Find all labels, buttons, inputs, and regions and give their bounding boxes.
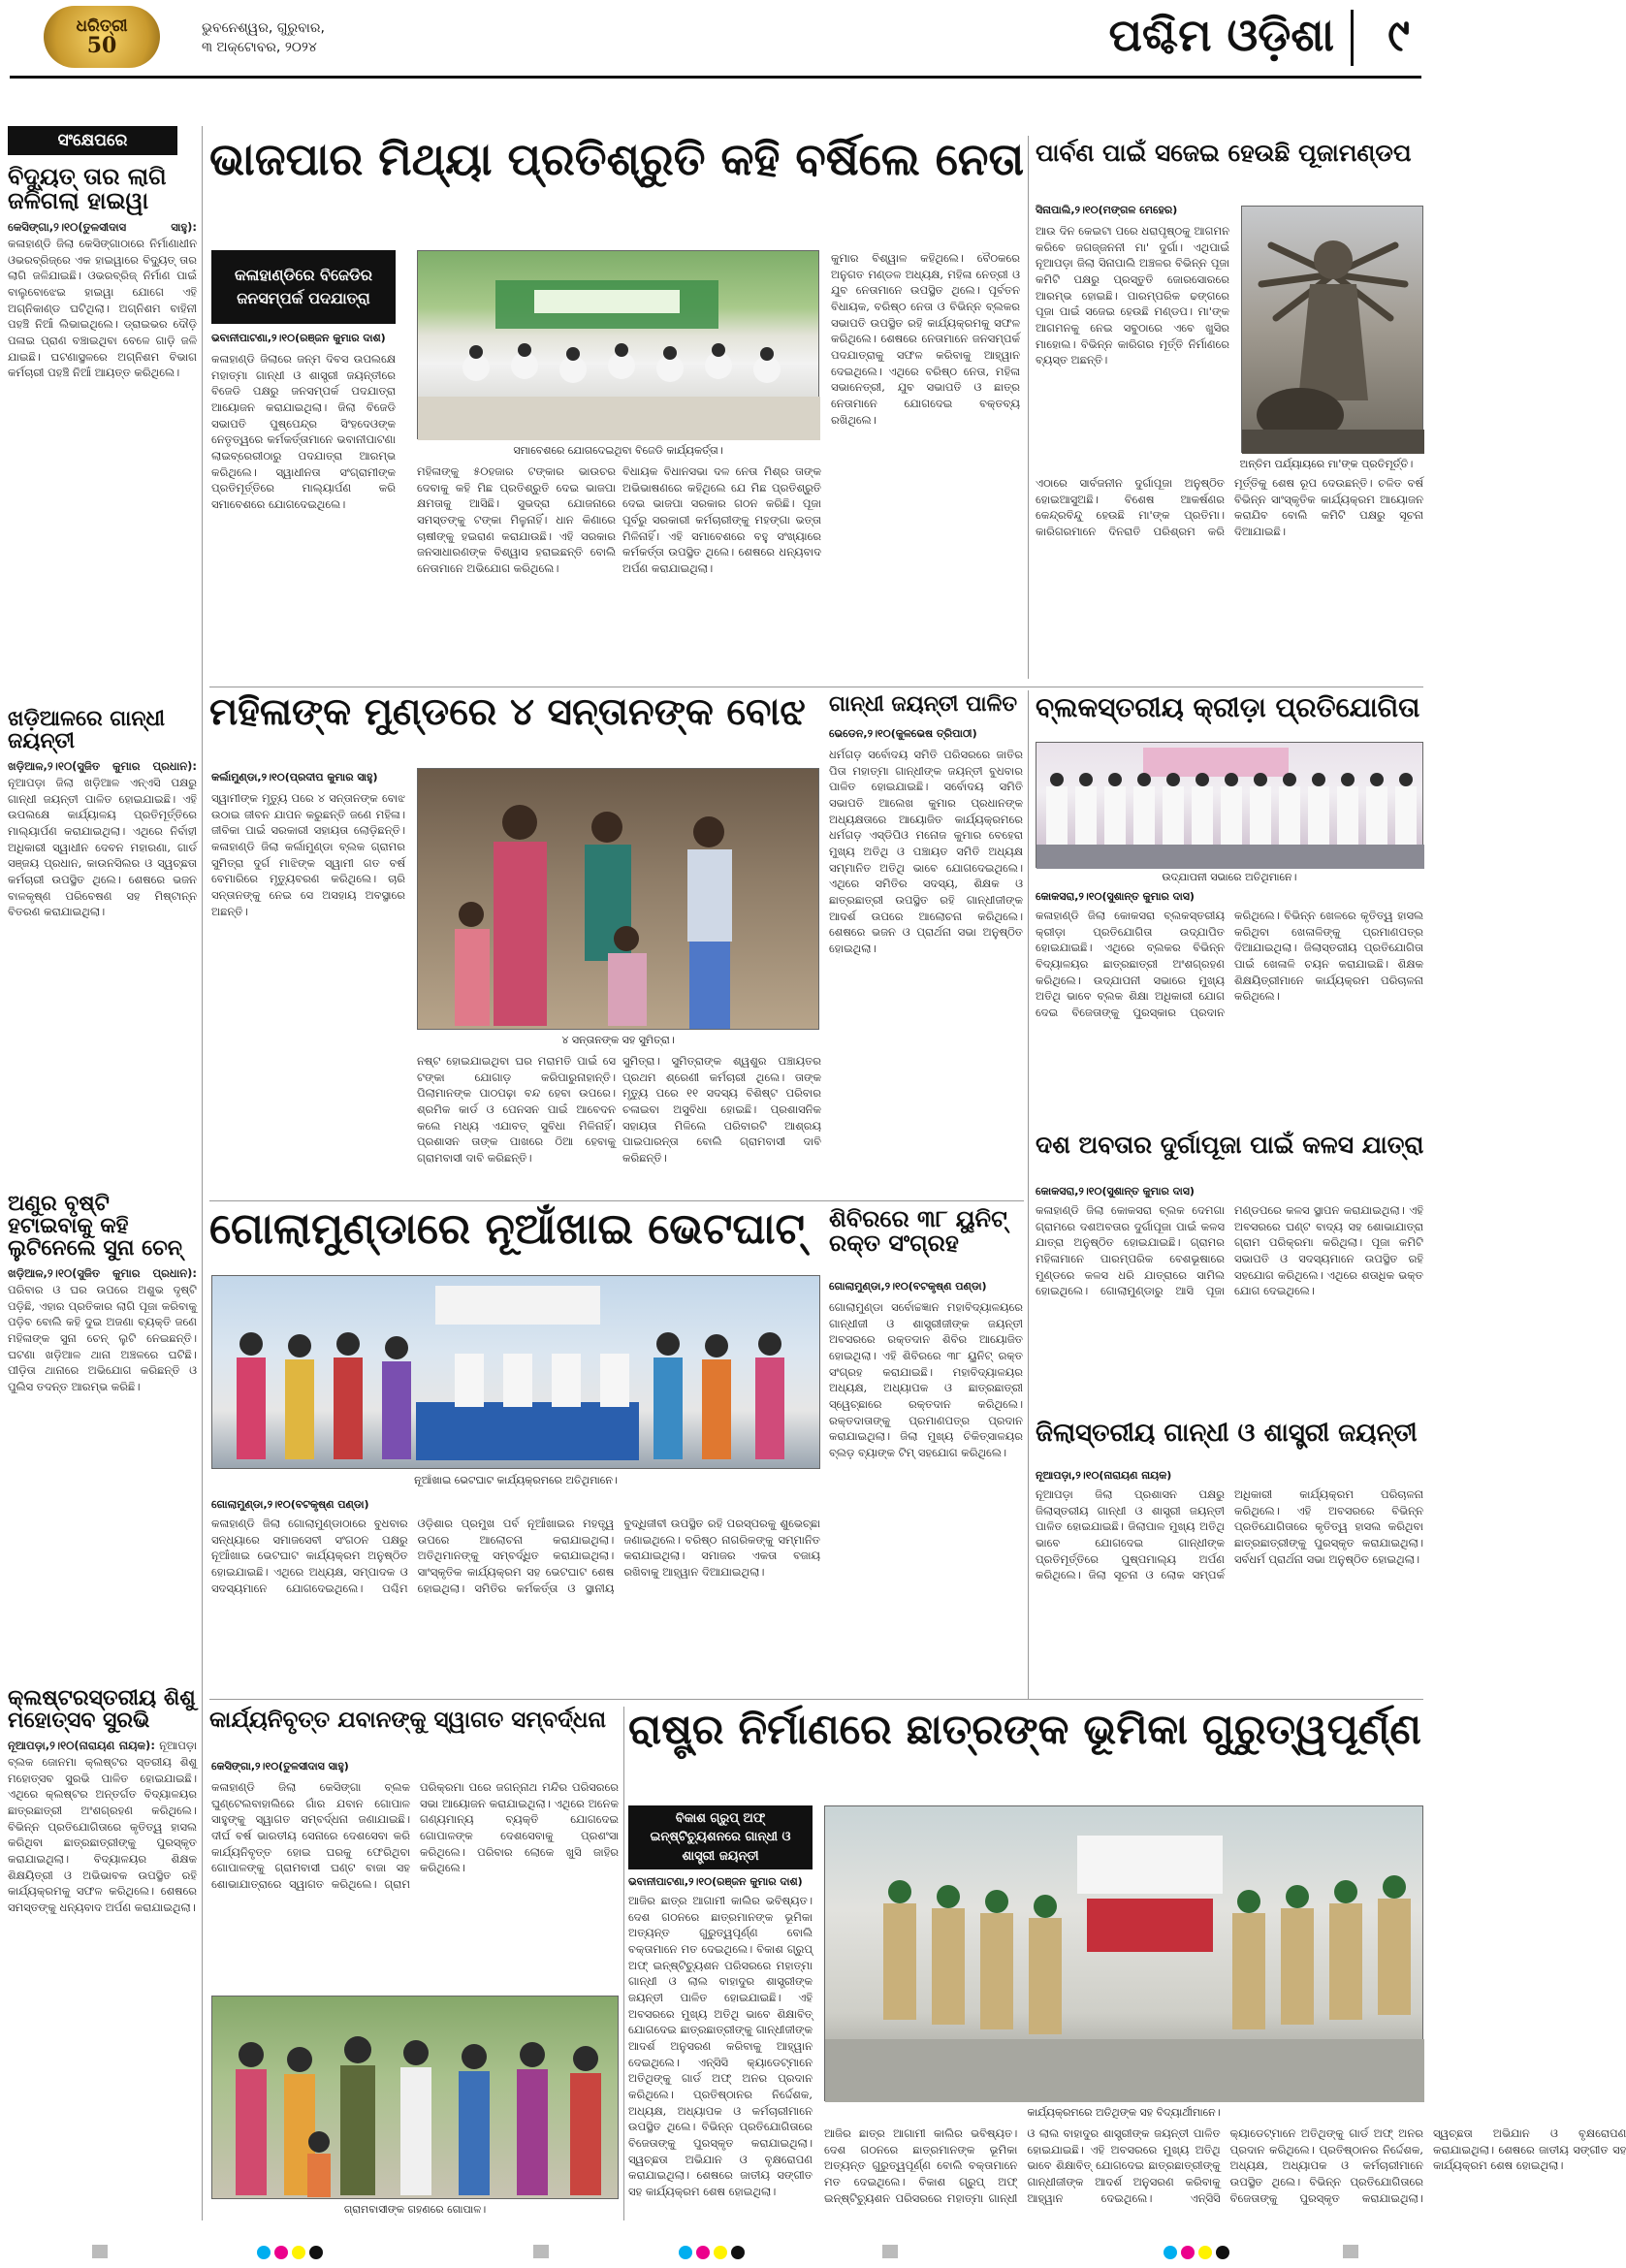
district-gandhi-text: ନୂଆପଡ଼ା ଜିଲା ପ୍ରଶାସନ ପକ୍ଷରୁ ଜିଲାସ୍ତରୀୟ ଗାନ୍ଧୀ ଓ ଶାସ୍ତ୍ରୀ ଜୟନ୍ତୀ ପାଳିତ ହୋଇଯାଇଛି। ଜିଲାପାଳ ମୁଖ୍ୟ ଅତିଥି ଭାବେ ଯୋଗଦେଇ ଗାନ୍ଧୀଙ୍କ ପ୍ରତିମୂର୍ତ୍ତିରେ ପୁଷ୍ପମାଲ୍ୟ ଅର୍ପଣ କରିଥିଲେ। ଜିଲା ସୂଚନା ଓ ଲୋକ ସମ୍ପର୍କ ଅଧିକାରୀ କାର୍ଯ୍ୟକ୍ରମ ପରିଚାଳନା କରିଥିଲେ। ଏହି ଅବସରରେ ବିଭିନ୍ନ ପ୍ରତିଯୋଗିତାରେ କୃତିତ୍ୱ ହାସଲ କରିଥିବା ଛାତ୍ରଛାତ୍ରୀଙ୍କୁ ପୁରସ୍କୃତ କରାଯାଇଥିଲା। ସର୍ବଧର୍ମ ପ୍ରାର୍ଥନା ସଭା ଅନୁଷ୍ଠିତ ହୋଇଥିଲା। <box>1036 1487 1423 1582</box>
lead-text-mid: ମହିଳାଙ୍କୁ ୫୦ହଜାର ଟଙ୍କାର ଭାଉଚର ଦେବାକୁ କହି ମିଛ ପ୍ରତିଶ୍ରୁତି ଦେଇ ଭାଜପା କ୍ଷମତାକୁ ଆସିଛି। ସୁଭଦ୍ରା ଯୋଜନାରେ ସମସ୍ତଙ୍କୁ ଟଙ୍କା ମିଳୁନାହିଁ। ଧାନ କିଣାରେ ଚାଷୀଙ୍କୁ ହଇରାଣ କରାଯାଉଛି। ଏହି ସରକାର ଜନସାଧାରଣଙ୍କ ବିଶ୍ୱାସ ହରାଇଛନ୍ତି ବୋଲି ନେତାମାନେ ଅଭିଯୋଗ କରିଥିଲେ। <box>417 464 616 576</box>
kalash-text: କଳାହାଣ୍ଡି ଜିଲା କୋକସରା ବ୍ଲକ ଦେମଗା ଗ୍ରାମରେ ଦଶଅବତାର ଦୁର୍ଗାପୂଜା ପାଇଁ କଳସ ଯାତ୍ରା ଅନୁଷ୍ଠିତ ହୋଇଯାଇଛି। ଗ୍ରାମର ମହିଳାମାନେ ପାରମ୍ପରିକ ବେଶଭୂଷାରେ ମୁଣ୍ଡରେ କଳସ ଧରି ଯାତ୍ରାରେ ସାମିଲ ହୋଇଥିଲେ। ଗୋଲାମୁଣ୍ଡାରୁ ଆସି ପୂଜା ମଣ୍ଡପରେ କଳସ ସ୍ଥାପନ କରାଯାଇଥିଲା। ଏହି ଅବସରରେ ଘଣ୍ଟ ବାଦ୍ୟ ସହ ଶୋଭାଯାତ୍ରା ଗ୍ରାମ ପରିକ୍ରମା କରିଥିଲା। ପୂଜା କମିଟି ସଭାପତି ଓ ସଦସ୍ୟମାନେ ଉପସ୍ଥିତ ରହି ସହଯୋଗ କରିଥିଲେ। ଏଥିରେ ଶତାଧିକ ଭକ୍ତ ଯୋଗ ଦେଇଥିଲେ। <box>1036 1203 1423 1298</box>
women-dateline: କର୍ଲାମୁଣ୍ଡା,୨।୧୦(ପ୍ରଦୀପ କୁମାର ସାହୁ) <box>211 771 378 783</box>
brief-item <box>8 1193 197 1687</box>
soldier-text: କଳାହାଣ୍ଡି ଜିଲା କେସିଙ୍ଗା ବ୍ଲକ ଘୁଣ୍ଟେଲବାହାଲିରେ ଗାଁର ଯବାନ ଗୋପାଳ ସାହୁଙ୍କୁ ସ୍ୱାଗତ ସମ୍ବର୍ଦ୍ଧନା ଜଣାଯାଇଛି। ଦୀର୍ଘ ବର୍ଷ ଭାରତୀୟ ସେନାରେ ଦେଶସେବା କରି କାର୍ଯ୍ୟନିବୃତ୍ତ ହୋଇ ଘରକୁ ଫେରିଥିବା ଗୋପାଳଙ୍କୁ ଗ୍ରାମବାସୀ ଘଣ୍ଟ ବାଜା ସହ ଶୋଭାଯାତ୍ରାରେ ସ୍ୱାଗତ କରିଥିଲେ। ଗ୍ରାମ ପରିକ୍ରମା ପରେ ଜଗନ୍ନାଥ ମନ୍ଦିର ପରିସରରେ ସଭା ଆୟୋଜନ କରାଯାଇଥିଲା। ଏଥିରେ ଅନେକ ଗଣ୍ୟମାନ୍ୟ ବ୍ୟକ୍ତି ଯୋଗଦେଇ ଗୋପାଳଙ୍କ ଦେଶସେବାକୁ ପ୍ରଶଂସା କରିଥିଲେ। ପରିବାର ଲୋକେ ଖୁସି ଜାହିର କରିଥିଲେ। <box>211 1780 619 1892</box>
family-photo <box>417 768 819 1030</box>
sports-photo <box>1036 742 1423 868</box>
nation-dateline: ଭବାନୀପାଟଣା,୨।୧୦(ରଞ୍ଜନ କୁମାର ଦାଶ) <box>628 1875 803 1888</box>
puja-text-2: ଏଠାରେ ସାର୍ବଜନୀନ ଦୁର୍ଗାପୂଜା ଅନୁଷ୍ଠିତ ହୋଇଆସୁଅଛି। ବିଶେଷ ଆକର୍ଷଣର କେନ୍ଦ୍ରବିନ୍ଦୁ ହେଉଛି ମା'ଙ୍କ ପ୍ରତିମା। କାରିଗରମାନେ ଦିନରାତି ପରିଶ୍ରମ କରି ମୂର୍ତ୍ତିକୁ ଶେଷ ରୂପ ଦେଉଛନ୍ତି। ଚଳିତ ବର୍ଷ ବିଭିନ୍ନ ସାଂସ୍କୃତିକ କାର୍ଯ୍ୟକ୍ରମ ଆୟୋଜନ କରାଯିବ ବୋଲି କମିଟି ପକ୍ଷରୁ ସୂଚନା ଦିଆଯାଇଛି। <box>1036 476 1423 539</box>
place-date-line-1: ଭୁବନେଶ୍ୱର, ଗୁରୁବାର, <box>202 20 325 36</box>
column-divider <box>623 1707 624 2220</box>
brief-dateline: କେସିଙ୍ଗା,୨।୧୦(ତୁଳସୀଦାସ ସାହୁ): <box>8 220 197 235</box>
yellow-dot <box>1198 2246 1212 2259</box>
soldier-headline: କାର୍ଯ୍ୟନିବୃତ୍ତ ଯବାନଙ୍କୁ ସ୍ୱାଗତ ସମ୍ବର୍ଦ୍ଧନା <box>209 1708 606 1733</box>
nation-headline: ରାଷ୍ଟ୍ର ନିର୍ମାଣରେ ଛାତ୍ରଙ୍କ ଭୂମିକା ଗୁରୁତ୍ୱପୂର୍ଣ୍ଣ <box>628 1706 1421 1754</box>
gray-bar <box>92 2245 108 2258</box>
ncc-photo-caption: କାର୍ଯ୍ୟକ୍ରମରେ ଅତିଥିଙ୍କ ସହ ବିଦ୍ୟାର୍ଥୀମାନେ। <box>1027 2106 1221 2119</box>
women-headline: ମହିଳାଙ୍କ ମୁଣ୍ଡରେ ୪ ସନ୍ତାନଙ୍କ ବୋଝ <box>209 690 806 734</box>
gray-bar <box>882 2245 898 2258</box>
ncc-photo-art <box>825 1806 1424 2102</box>
lead-dateline: ଭବାନୀପାଟଣା,୨।୧୦(ରଞ୍ଜନ କୁମାର ଦାଶ) <box>211 332 386 344</box>
masthead <box>0 0 1431 78</box>
gandhi-text: ଧର୍ମଗଡ଼ ସର୍ବୋଦୟ ସମିତି ପରିସରରେ ଜାତିର ପିତା ମହାତ୍ମା ଗାନ୍ଧୀଙ୍କ ଜୟନ୍ତୀ ବୁଧବାର ପାଳିତ ହୋଇଯାଇଛି। ସର୍ବୋଦୟ ସମିତି ସଭାପତି ଆଲେଖ କୁମାର ପ୍ରଧାନଙ୍କ ଅଧ୍ୟକ୍ଷତାରେ ଆୟୋଜିତ କାର୍ଯ୍ୟକ୍ରମରେ ଧର୍ମଗଡ଼ ଏସ୍‌ଡିପିଓ ମନୋଜ କୁମାର ବେହେରା ମୁଖ୍ୟ ଅତିଥି ଓ ପଞ୍ଚାୟତ ସମିତି ଅଧ୍ୟକ୍ଷ ସମ୍ମାନିତ ଅତିଥି ଭାବେ ଯୋଗଦେଇଥିଲେ। ଏଥିରେ ସମିତିର ସଦସ୍ୟ, ଶିକ୍ଷକ ଓ ଛାତ୍ରଛାତ୍ରୀ ଉପସ୍ଥିତ ରହି ଗାନ୍ଧୀଜୀଙ୍କ ଆଦର୍ଶ ଉପରେ ଆଲୋଚନା କରିଥିଲେ। ଶେଷରେ ଭଜନ ଓ ପ୍ରାର୍ଥନା ସଭା ଅନୁଷ୍ଠିତ ହୋଇଥିଲା। <box>829 748 1023 956</box>
edition-date <box>202 19 325 57</box>
district-gandhi-dateline: ନୂଆପଡ଼ା,୨।୧୦(ନାରାୟଣ ନାୟକ) <box>1036 1469 1172 1482</box>
brief-text: ନୂଆପଡ଼ା ବ୍ଲକ ଜୋନମା କ୍ଲଷ୍ଟର ସ୍ତରୀୟ ଶିଶୁ ମହୋତ୍ସବ ସୁରଭି ପାଳିତ ହୋଇଯାଇଛି। ଏଥିରେ କ୍ଲଷ୍ଟର ଅନ୍ତର୍ଗତ ବିଦ୍ୟାଳୟର ଛାତ୍ରଛାତ୍ରୀ ଅଂଶଗ୍ରହଣ କରିଥିଲେ। ବିଭିନ୍ନ ପ୍ରତିଯୋଗିତାରେ କୃତିତ୍ୱ ହାସଲ କରିଥିବା ଛାତ୍ରଛାତ୍ରୀଙ୍କୁ ପୁରସ୍କୃତ କରାଯାଇଥିଲା। ବିଦ୍ୟାଳୟର ଶିକ୍ଷକ ଶିକ୍ଷୟିତ୍ରୀ ଓ ଅଭିଭାବକ ଉପସ୍ଥିତ ରହି କାର୍ଯ୍ୟକ୍ରମକୁ ସଫଳ କରିଥିଲେ। ଶେଷରେ ସମସ୍ତଙ୍କୁ ଧନ୍ୟବାଦ ଅର୍ପଣ କରାଯାଇଥିଲା। <box>8 1739 197 1914</box>
logo-text: ଧରିତ୍ରୀ <box>76 16 128 36</box>
family-photo-art <box>418 769 820 1031</box>
brief-title: ଅଣୁର ବୃଷ୍ଟି ହଟାଇବାକୁ କହି ଲୁଟିନେଲେ ସୁନା ଚେନ୍ <box>8 1192 182 1262</box>
brief-title: କ୍ଲଷ୍ଟରସ୍ତରୀୟ ଶିଶୁ ମହୋତ୍ସବ ସୁରଭି <box>8 1686 196 1734</box>
lead-kicker: କଳାହାଣ୍ଡିରେ ବିଜେଡିର ଜନସମ୍ପର୍କ ପଦଯାତ୍ରା <box>211 250 396 324</box>
cyan-dot <box>679 2246 692 2259</box>
women-text-right: ସୁମିତ୍ରା। ସୁମିତ୍ରାଙ୍କ ଶ୍ୱଶୁର ପଞ୍ଚାୟତର ପ୍ରଥମ ଶ୍ରେଣୀ କର୍ମଚାରୀ ଥିଲେ। ତାଙ୍କ ମୃତ୍ୟୁ ପରେ ୧୧ ସଦସ୍ୟ ବିଶିଷ୍ଟ ପରିବାର ଚଳାଇବା ଅସୁବିଧା ହୋଇଛି। ପ୍ରଶାସନିକ ସହାୟତା ମିଳିଲେ ପରିବାରଟି ଆଶ୍ରୟ ପାଇପାରନ୍ତା ବୋଲି ଗ୍ରାମବାସୀ ଦାବି କରିଛନ୍ତି। <box>622 1054 821 1166</box>
blood-text: ଗୋଲାମୁଣ୍ଡା ସର୍ବୋଚ୍ଚଜ୍ଞାନ ମହାବିଦ୍ୟାଳୟରେ ଗାନ୍ଧୀଜୀ ଓ ଶାସ୍ତ୍ରୀଜୀଙ୍କ ଜୟନ୍ତୀ ଅବସରରେ ରକ୍ତଦାନ ଶିବିର ଆୟୋଜିତ ହୋଇଥିଲା। ଏହି ଶିବିରରେ ୩୮ ୟୁନିଟ୍ ରକ୍ତ ସଂଗ୍ରହ କରାଯାଇଛି। ମହାବିଦ୍ୟାଳୟର ଅଧ୍ୟକ୍ଷ, ଅଧ୍ୟାପକ ଓ ଛାତ୍ରଛାତ୍ରୀ ସ୍ୱେଚ୍ଛାରେ ରକ୍ତଦାନ କରିଥିଲେ। ରକ୍ତଦାତାଙ୍କୁ ପ୍ରମାଣପତ୍ର ପ୍ରଦାନ କରାଯାଇଥିଲା। ଜିଲା ମୁଖ୍ୟ ଚିକିତ୍ସାଳୟର ବ୍ଲଡ଼ ବ୍ୟାଙ୍କ ଟିମ୍ ସହଯୋଗ କରିଥିଲେ। <box>829 1300 1023 1460</box>
brief-item <box>8 1687 197 2211</box>
lead-photo <box>417 250 819 439</box>
gray-bar <box>533 2245 549 2258</box>
durga-idol-art <box>1242 207 1424 454</box>
women-text-left: ସ୍ୱାମୀଙ୍କ ମୃତ୍ୟୁ ପରେ ୪ ସନ୍ତାନଙ୍କ ବୋଝ ଉଠାଇ ଜୀବନ ଯାପନ କରୁଛନ୍ତି ଜଣେ ମହିଳା। ଜୀବିକା ପାଇଁ ସରକାରୀ ସହାୟତା ଲୋଡ଼ିଛନ୍ତି। କଳାହାଣ୍ଡି ଜିଲା କର୍ଲାମୁଣ୍ଡା ବ୍ଲକ ଗ୍ରାମର ସୁମିତ୍ରା ଦୁର୍ଗ ମାଝିଙ୍କ ସ୍ୱାମୀ ଗତ ବର୍ଷ ବେମାରିରେ ମୃତ୍ୟୁବରଣ କରିଥିଲେ। ଚାରି ସନ୍ତାନଙ୍କୁ ନେଇ ସେ ଅସହାୟ ଅବସ୍ଥାରେ ଅଛନ୍ତି। <box>211 791 405 918</box>
nuakhai-photo-caption: ନୂଆଁଖାଇ ଭେଟଘାଟ କାର୍ଯ୍ୟକ୍ରମରେ ଅତିଥିମାନେ। <box>414 1474 618 1486</box>
puja-text: ଆଉ ଦିନ କେଇଟା ପରେ ଧରାପୃଷ୍ଠକୁ ଆଗମନ କରିବେ ଜଗଜ୍ଜନନୀ ମା' ଦୁର୍ଗା। ଏଥିପାଇଁ ନୂଆପଡ଼ା ଜିଲା ସିନାପାଲି ଅଞ୍ଚଳର ବିଭିନ୍ନ ପୂଜା କମିଟି ପକ୍ଷରୁ ପ୍ରସ୍ତୁତି ଜୋରସୋରରେ ଆରମ୍ଭ ହୋଇଛି। ପାରମ୍ପରିକ ଢଙ୍ଗରେ ପୂଜା ପାଇଁ ସଜେଇ ହେଉଛି ମଣ୍ଡପ। ମା'ଙ୍କ ଆଗମନକୁ ନେଇ ସବୁଠାରେ ଏବେ ଖୁସିର ମାହୋଲ। ବିଭିନ୍ନ କାରିଗର ମୂର୍ତ୍ତି ନିର୍ମାଣରେ ବ୍ୟସ୍ତ ଅଛନ୍ତି। <box>1036 224 1229 367</box>
sports-photo-art <box>1036 743 1424 869</box>
gandhi-dateline: ଭେଡେନ,୨।୧୦(କୁଳଭେଷ ତ୍ରିପାଠୀ) <box>829 727 977 740</box>
brief-dateline: ଖଡ଼ିଆଳ,୨।୧୦(ସୁଜିତ କୁମାର ପ୍ରଧାନ): <box>8 1266 197 1281</box>
women-text-mid: ନଷ୍ଟ ହୋଇଯାଇଥିବା ଘର ମରାମତି ପାଇଁ ସେ ଟଙ୍କା ଯୋଗାଡ଼ କରିପାରୁନାହାନ୍ତି। ପିଲାମାନଙ୍କ ପାଠପଢ଼ା ବନ୍ଦ ହେବା ଉପରେ। ଶ୍ରମିକ କାର୍ଡ ଓ ପେନସନ ପାଇଁ ଆବେଦନ କଲେ ମଧ୍ୟ ଏଯାବତ୍ ସୁବିଧା ମିଳିନାହିଁ। ପ୍ରଶାସନ ତାଙ୍କ ପାଖରେ ଠିଆ ହେବାକୁ ଗ୍ରାମବାସୀ ଦାବି କରିଛନ୍ତି। <box>417 1054 616 1166</box>
registration-dots <box>679 2245 749 2263</box>
lead-photo-art <box>418 251 820 440</box>
magenta-dot <box>274 2246 288 2259</box>
registration-dots <box>1164 2245 1233 2263</box>
lead-text-left: କଳାହାଣ୍ଡି ଜିଲାରେ ଜନ୍ମ ଦିବସ ଉପଲକ୍ଷେ ମହାତ୍ମା ଗାନ୍ଧୀ ଓ ଶାସ୍ତ୍ରୀ ଜୟନ୍ତୀରେ ବିଜେଡି ପକ୍ଷରୁ ଜନସମ୍ପର୍କ ପଦଯାତ୍ରା ଆୟୋଜନ କରାଯାଇଥିଲା। ଜିଲା ବିଜେଡି ସଭାପତି ପୁଷ୍ପେନ୍ଦ୍ର ସିଂହଦେଓଙ୍କ ନେତୃତ୍ୱରେ କର୍ମକର୍ତ୍ତାମାନେ ଭବାନୀପାଟଣା ଲାଇବ୍ରେରୀଠାରୁ ପଦଯାତ୍ରା ଆରମ୍ଭ କରିଥିଲେ। ସ୍ୱାଧୀନତା ସଂଗ୍ରାମୀଙ୍କ ପ୍ରତିମୂର୍ତ୍ତିରେ ମାଲ୍ୟାର୍ପଣ କରି ସମାବେଶରେ ଯୋଗଦେଇଥିଲେ। <box>211 352 396 512</box>
masthead-rule <box>10 76 1421 79</box>
page-number: ୯ <box>1387 9 1410 61</box>
column-divider <box>1028 136 1029 679</box>
cyan-dot <box>1164 2246 1177 2259</box>
sports-headline: ବ୍ଲକସ୍ତରୀୟ କ୍ରୀଡ଼ା ପ୍ରତିଯୋଗିତା <box>1036 691 1420 723</box>
briefs-column <box>8 126 197 2225</box>
sports-dateline: କୋକସରା,୨।୧୦(ସୁଶାନ୍ତ କୁମାର ଦାସ) <box>1036 890 1195 903</box>
gandhi-headline: ଗାନ୍ଧୀ ଜୟନ୍ତୀ ପାଳିତ <box>829 692 1018 717</box>
column-divider <box>1028 690 1029 1699</box>
brief-item <box>8 165 197 708</box>
idol-caption: ଅନ୍ତିମ ପର୍ଯ୍ୟାୟରେ ମା'ଙ୍କ ପ୍ରତିମୂର୍ତ୍ତି। <box>1239 458 1414 470</box>
brief-title: ଖଡ଼ିଆଳରେ ଗାନ୍ଧୀ ଜୟନ୍ତୀ <box>8 707 166 754</box>
brief-title: ବିଦ୍ୟୁତ୍ ତାର ଲାଗି ଜଳିଗଲା ହାଇୱା <box>8 163 167 215</box>
lead-text-right: ବିଧାୟକ ବିଧାନସଭା ଦଳ ନେତା ମିଶ୍ର ତାଙ୍କ ଅଭିଭାଷଣରେ କହିଥିଲେ ଯେ ମିଛ ପ୍ରତିଶ୍ରୁତି ଦେଇ ଭାଜପା ସରକାର ଗଠନ କରିଛି। ପୂଜା ପୂର୍ବରୁ ସରକାରୀ କର୍ମଚାରୀଙ୍କୁ ମହଙ୍ଗା ଭତ୍ତା ମିଳିନାହିଁ। ଏହି ସମାବେଶରେ ବହୁ ସଂଖ୍ୟାରେ କର୍ମକର୍ତ୍ତା ଉପସ୍ଥିତ ଥିଲେ। ଶେଷରେ ଧନ୍ୟବାଦ ଅର୍ପଣ କରାଯାଇଥିଲା। <box>622 464 821 576</box>
gray-bar <box>1343 2245 1358 2258</box>
black-dot <box>731 2246 745 2259</box>
magenta-dot <box>1181 2246 1195 2259</box>
puja-headline: ପାର୍ବଣ ପାଇଁ ସଜେଇ ହେଉଛି ପୂଜାମଣ୍ଡପ <box>1036 139 1412 167</box>
column-divider <box>202 126 203 2220</box>
sports-photo-caption: ଉଦ୍‌ଯାପନୀ ସଭାରେ ଅତିଥିମାନେ। <box>1162 871 1297 883</box>
black-dot <box>1216 2246 1229 2259</box>
kalash-headline: ଦଶ ଅବତାର ଦୁର୍ଗାପୂଜା ପାଇଁ କଳସ ଯାତ୍ରା <box>1036 1131 1424 1159</box>
district-gandhi-headline: ଜିଲାସ୍ତରୀୟ ଗାନ୍ଧୀ ଓ ଶାସ୍ତ୍ରୀ ଜୟନ୍ତୀ <box>1036 1419 1418 1448</box>
golamunda-text: କଳାହାଣ୍ଡି ଜିଲା ଗୋଲାମୁଣ୍ଡାଠାରେ ବୁଧବାର ସନ୍ଧ୍ୟାରେ ସମାଜସେବୀ ସଂଗଠନ ପକ୍ଷରୁ ନୂଆଁଖାଇ ଭେଟଘାଟ କାର୍ଯ୍ୟକ୍ରମ ଅନୁଷ୍ଠିତ ହୋଇଯାଇଛି। ଏଥିରେ ଅଧ୍ୟକ୍ଷ, ସମ୍ପାଦକ ଓ ସଦସ୍ୟମାନେ ଯୋଗଦେଇଥିଲେ। ପଶ୍ଚିମ ଓଡ଼ିଶାର ପ୍ରମୁଖ ପର୍ବ ନୂଆଁଖାଇର ମହତ୍ତ୍ୱ ଉପରେ ଆଲୋଚନା କରାଯାଇଥିଲା। ଅତିଥିମାନଙ୍କୁ ସମ୍ବର୍ଦ୍ଧିତ କରାଯାଇଥିଲା। ସାଂସ୍କୃତିକ କାର୍ଯ୍ୟକ୍ରମ ସହ ଭେଟଘାଟ ଶେଷ ହୋଇଥିଲା। ସମିତିର କର୍ମକର୍ତ୍ତା ଓ ସ୍ଥାନୀୟ ବୁଦ୍ଧିଜୀବୀ ଉପସ୍ଥିତ ରହି ପରସ୍ପରକୁ ଶୁଭେଚ୍ଛା ଜଣାଇଥିଲେ। ବରିଷ୍ଠ ନାଗରିକଙ୍କୁ ସମ୍ମାନିତ କରାଯାଇଥିଲା। ସମାଜର ଏକତା ବଜାୟ ରଖିବାକୁ ଆହ୍ୱାନ ଦିଆଯାଇଥିଲା। <box>211 1517 820 1595</box>
logo-years: 50 <box>86 32 117 58</box>
kalash-dateline: କୋକସରା,୨।୧୦(ସୁଶାନ୍ତ କୁମାର ଦାସ) <box>1036 1185 1195 1198</box>
brief-text: କଳାହାଣ୍ଡି ଜିଲା କେସିଙ୍ଗାଠାରେ ନିର୍ମାଣାଧୀନ ଓଭରବ୍ରିଜ୍‌ରେ ଏକ ହାଇୱାରେ ବିଦ୍ୟୁତ୍ ତାର ଲାଗି ଜଳିଯାଇଛି। ଓଭରବ୍ରିଜ୍ ନିର୍ମାଣ ପାଇଁ ବାଲୁବୋଝେଇ ହାଇୱା ଯୋଗେ ଏହି ଅଗ୍ନିକାଣ୍ଡ ଘଟିଥିଲା। ଅଗ୍ନିଶମ ବାହିନୀ ପହଞ୍ଚି ନିଆଁ ଲିଭାଇଥିଲେ। ଡ୍ରାଇଭର ଦୌଡ଼ି ପଳାଇ ପ୍ରାଣ ବଞ୍ଚାଇଥିବା ବେଳେ ଗାଡ଼ି ଜଳି ଯାଇଛି। ଘଟଣାସ୍ଥଳରେ ଅଗ୍ନିଶମ ବିଭାଗ କର୍ମଚାରୀ ପହଞ୍ଚି ନିଆଁ ଆୟତ୍ତ କରିଥିଲେ। <box>8 237 197 380</box>
section-title: ପଶ୍ଚିମ ଓଡ଼ିଶା <box>1108 9 1334 61</box>
nation-kicker: ବିକାଶ ଗ୍ରୁପ୍ ଅଫ୍ ଇନ୍‌ଷ୍ଟିଚ୍ୟୁଶନରେ ଗାନ୍ଧୀ ଓ ଶାସ୍ତ୍ରୀ ଜୟନ୍ତୀ <box>628 1805 813 1869</box>
briefs-label: ସଂକ୍ଷେପରେ <box>8 126 177 155</box>
newspaper-logo <box>44 6 160 68</box>
soldier-photo-caption: ଗ୍ରାମବାସୀଙ୍କ ଗହଣରେ ଗୋପାଳ। <box>343 2203 487 2216</box>
print-registration-footer <box>0 2235 1431 2268</box>
brief-text: ନୂଆପଡ଼ା ଜିଲା ଖଡ଼ିଆଳ ଏନ୍‌ଏସି ପକ୍ଷରୁ ଗାନ୍ଧୀ ଜୟନ୍ତୀ ପାଳିତ ହୋଇଯାଇଛି। ଏହି ଉପଲକ୍ଷେ କାର୍ଯ୍ୟାଳୟ ପ୍ରତିମୂର୍ତ୍ତିରେ ମାଲ୍ୟାର୍ପଣ କରାଯାଇଥିଲା। ଏଥିରେ ନିର୍ବାହୀ ଅଧିକାରୀ ସ୍ୱାଧୀନ ଦେବନ ମହାରଣା, ଗାର୍ଡ ସଞ୍ଜୟ ପ୍ରଧାନ, କାଉନସିଲର ଓ ସ୍ୱଚ୍ଛତା କର୍ମଚାରୀ ଉପସ୍ଥିତ ଥିଲେ। ଶେଷରେ ଭଜନ ବାଳକୃଷ୍ଣ ପରିବେଷଣ ସହ ମିଷ୍ଟାନ୍ନ ବିତରଣ କରାଯାଇଥିଲା। <box>8 775 197 919</box>
masthead-divider <box>1351 10 1354 66</box>
magenta-dot <box>696 2246 710 2259</box>
nation-text-cols: ଆଜିର ଛାତ୍ର ଆଗାମୀ କାଲିର ଭବିଷ୍ୟତ। ଦେଶ ଗଠନରେ ଛାତ୍ରମାନଙ୍କ ଭୂମିକା ଅତ୍ୟନ୍ତ ଗୁରୁତ୍ୱପୂର୍ଣ୍ଣ ବୋଲି ବକ୍ତାମାନେ ମତ ଦେଇଥିଲେ। ବିକାଶ ଗ୍ରୁପ୍ ଅଫ୍ ଇନ୍‌ଷ୍ଟିଚ୍ୟୁଶନ ପରିସରରେ ମହାତ୍ମା ଗାନ୍ଧୀ ଓ ଲାଲ ବାହାଦୁର ଶାସ୍ତ୍ରୀଙ୍କ ଜୟନ୍ତୀ ପାଳିତ ହୋଇଯାଇଛି। ଏହି ଅବସରରେ ମୁଖ୍ୟ ଅତିଥି ଭାବେ ଶିକ୍ଷାବିତ୍ ଯୋଗଦେଇ ଛାତ୍ରଛାତ୍ରୀଙ୍କୁ ଗାନ୍ଧୀଜୀଙ୍କ ଆଦର୍ଶ ଅନୁସରଣ କରିବାକୁ ଆହ୍ୱାନ ଦେଇଥିଲେ। ଏନ୍‌ସିସି କ୍ୟାଡେଟ୍‌ମାନେ ଅତିଥିଙ୍କୁ ଗାର୍ଡ ଅଫ୍ ଅନର ପ୍ରଦାନ କରିଥିଲେ। ପ୍ରତିଷ୍ଠାନର ନିର୍ଦ୍ଦେଶକ, ଅଧ୍ୟକ୍ଷ, ଅଧ୍ୟାପକ ଓ କର୍ମଚାରୀମାନେ ଉପସ୍ଥିତ ଥିଲେ। ବିଭିନ୍ନ ପ୍ରତିଯୋଗିତାରେ ବିଜେତାଙ୍କୁ ପୁରସ୍କୃତ କରାଯାଇଥିଲା। ସ୍ୱଚ୍ଛତା ଅଭିଯାନ ଓ ବୃକ୍ଷରୋପଣ କରାଯାଇଥିଲା। ଶେଷରେ ଜାତୀୟ ସଙ୍ଗୀତ ସହ କାର୍ଯ୍ୟକ୍ରମ ଶେଷ ହୋଇଥିଲା। <box>824 2126 1626 2205</box>
ncc-photo <box>824 1805 1423 2101</box>
section-rule <box>209 1200 1024 1201</box>
golamunda-headline: ଗୋଲାମୁଣ୍ଡାରେ ନୂଆଁଖାଇ ଭେଟଘାଟ୍ <box>209 1204 806 1254</box>
nuakhai-photo-art <box>212 1276 821 1470</box>
family-photo-caption: ୪ ସନ୍ତାନଙ୍କ ସହ ସୁମିତ୍ରା। <box>561 1034 675 1046</box>
brief-item <box>8 708 197 1193</box>
nation-text-lead: ଆଜିର ଛାତ୍ର ଆଗାମୀ କାଲିର ଭବିଷ୍ୟତ। ଦେଶ ଗଠନରେ ଛାତ୍ରମାନଙ୍କ ଭୂମିକା ଅତ୍ୟନ୍ତ ଗୁରୁତ୍ୱପୂର୍ଣ୍ଣ ବୋଲି ବକ୍ତାମାନେ ମତ ଦେଇଥିଲେ। ବିକାଶ ଗ୍ରୁପ୍ ଅଫ୍ ଇନ୍‌ଷ୍ଟିଚ୍ୟୁଶନ ପରିସରରେ ମହାତ୍ମା ଗାନ୍ଧୀ ଓ ଲାଲ ବାହାଦୁର ଶାସ୍ତ୍ରୀଙ୍କ ଜୟନ୍ତୀ ପାଳିତ ହୋଇଯାଇଛି। ଏହି ଅବସରରେ ମୁଖ୍ୟ ଅତିଥି ଭାବେ ଶିକ୍ଷାବିତ୍ ଯୋଗଦେଇ ଛାତ୍ରଛାତ୍ରୀଙ୍କୁ ଗାନ୍ଧୀଜୀଙ୍କ ଆଦର୍ଶ ଅନୁସରଣ କରିବାକୁ ଆହ୍ୱାନ ଦେଇଥିଲେ। ଏନ୍‌ସିସି କ୍ୟାଡେଟ୍‌ମାନେ ଅତିଥିଙ୍କୁ ଗାର୍ଡ ଅଫ୍ ଅନର ପ୍ରଦାନ କରିଥିଲେ। ପ୍ରତିଷ୍ଠାନର ନିର୍ଦ୍ଦେଶକ, ଅଧ୍ୟକ୍ଷ, ଅଧ୍ୟାପକ ଓ କର୍ମଚାରୀମାନେ ଉପସ୍ଥିତ ଥିଲେ। ବିଭିନ୍ନ ପ୍ରତିଯୋଗିତାରେ ବିଜେତାଙ୍କୁ ପୁରସ୍କୃତ କରାଯାଇଥିଲା। ସ୍ୱଚ୍ଛତା ଅଭିଯାନ ଓ ବୃକ୍ଷରୋପଣ କରାଯାଇଥିଲା। ଶେଷରେ ଜାତୀୟ ସଙ୍ଗୀତ ସହ କାର୍ଯ୍ୟକ୍ରମ ଶେଷ ହୋଇଥିଲା। <box>628 1894 813 2199</box>
section-rule <box>209 1699 1423 1700</box>
lead-headline: ଭାଜପାର ମିଥ୍ୟା ପ୍ରତିଶ୍ରୁତି କହି ବର୍ଷିଲେ ନେତା <box>209 133 1025 185</box>
registration-dots <box>257 2245 327 2263</box>
place-date-line-2: ୩ ଅକ୍ଟୋବର, ୨୦୨୪ <box>202 39 317 55</box>
sports-text: କଳାହାଣ୍ଡି ଜିଲା କୋକସରା ବ୍ଲକସ୍ତରୀୟ କ୍ରୀଡ଼ା ପ୍ରତିଯୋଗିତା ଉଦ୍‌ଯାପିତ ହୋଇଯାଇଛି। ଏଥିରେ ବ୍ଲକର ବିଭିନ୍ନ ବିଦ୍ୟାଳୟର ଛାତ୍ରଛାତ୍ରୀ ଅଂଶଗ୍ରହଣ କରିଥିଲେ। ଉଦ୍‌ଯାପନୀ ସଭାରେ ମୁଖ୍ୟ ଅତିଥି ଭାବେ ବ୍ଲକ ଶିକ୍ଷା ଅଧିକାରୀ ଯୋଗ ଦେଇ ବିଜେତାଙ୍କୁ ପୁରସ୍କାର ପ୍ରଦାନ କରିଥିଲେ। ବିଭିନ୍ନ ଖେଳରେ କୃତିତ୍ୱ ହାସଲ କରିଥିବା ଖେଳାଳିଙ୍କୁ ପ୍ରମାଣପତ୍ର ଦିଆଯାଇଥିଲା। ଜିଲାସ୍ତରୀୟ ପ୍ରତିଯୋଗିତା ପାଇଁ ଖେଳାଳି ଚୟନ କରାଯାଇଛି। ଶିକ୍ଷକ ଶିକ୍ଷୟିତ୍ରୀମାନେ କାର୍ଯ୍ୟକ୍ରମ ପରିଚାଳନା କରିଥିଲେ। <box>1036 909 1423 1020</box>
durga-idol-photo <box>1241 206 1423 453</box>
blood-headline: ଶିବିରରେ ୩୮ ୟୁନିଟ୍ ରକ୍ତ ସଂଗ୍ରହ <box>829 1205 1007 1258</box>
brief-dateline: ନୂଆପଡ଼ା,୨।୧୦(ନାରାୟଣ ନାୟକ): <box>8 1739 155 1753</box>
lead-photo-caption: ସମାବେଶରେ ଯୋଗଦେଇଥିବା ବିଜେଡି କାର୍ଯ୍ୟକର୍ତ୍ତା। <box>513 444 723 457</box>
yellow-dot <box>714 2246 727 2259</box>
brief-dateline: ଖଡ଼ିଆଳ,୨।୧୦(ସୁଜିତ କୁମାର ପ୍ରଧାନ): <box>8 759 197 774</box>
yellow-dot <box>292 2246 305 2259</box>
brief-text: ପରିବାର ଓ ଘର ଉପରେ ଅଶୁଭ ଦୃଷ୍ଟି ପଡ଼ିଛି, ଏହାର ପ୍ରତିକାର ଲାଗି ପୂଜା କରିବାକୁ ପଡ଼ିବ ବୋଲି କହି ଦୁଇ ଅଜଣା ବ୍ୟକ୍ତି ଜଣେ ମହିଳାଙ୍କ ସୁନା ଚେନ୍ ଲୁଟି ନେଇଛନ୍ତି। ଘଟଣା ଖଡ଼ିଆଳ ଥାନା ଅଞ୍ଚଳରେ ଘଟିଛି। ପୀଡ଼ିତା ଥାନାରେ ଅଭିଯୋଗ କରିଛନ୍ତି ଓ ପୁଲିସ ତଦନ୍ତ ଆରମ୍ଭ କରିଛି। <box>8 1282 197 1393</box>
black-dot <box>309 2246 323 2259</box>
blood-dateline: ଗୋଲାମୁଣ୍ଡା,୨।୧୦(ବଟକୃଷ୍ଣ ପଣ୍ଡା) <box>829 1280 987 1293</box>
soldier-photo <box>211 1996 619 2199</box>
lead-text-extra: କୁମାର ବିଶ୍ୱାଳ କହିଥିଲେ। ବୈଠକରେ ଅନୁଗତ ମଣ୍ଡଳ ଅଧ୍ୟକ୍ଷ, ମହିଳା ନେତ୍ରୀ ଓ ଯୁବ ନେତାମାନେ ଉପସ୍ଥିତ ଥିଲେ। ପୂର୍ବତନ ବିଧାୟକ, ବରିଷ୍ଠ ନେତା ଓ ବିଭିନ୍ନ ବ୍ଲକର ସଭାପତି ଉପସ୍ଥିତ ରହି କାର୍ଯ୍ୟକ୍ରମକୁ ସଫଳ କରିଥିଲେ। ଶେଷରେ ନେତାମାନେ ଜନସମ୍ପର୍କ ପଦଯାତ୍ରାକୁ ସଫଳ କରିବାକୁ ଆହ୍ୱାନ ଦେଇଥିଲେ। ଏଥିରେ ବରିଷ୍ଠ ନେତା, ମହିଳା ସଭାନେତ୍ରୀ, ଯୁବ ସଭାପତି ଓ ଛାତ୍ର ନେତାମାନେ ଯୋଗଦେଇ ବକ୍ତବ୍ୟ ରଖିଥିଲେ। <box>831 251 1020 427</box>
soldier-photo-art <box>212 1996 620 2200</box>
soldier-dateline: କେସିଙ୍ଗା,୨।୧୦(ତୁଳସୀଦାସ ସାହୁ) <box>211 1760 349 1773</box>
golamunda-dateline: ଗୋଲାମୁଣ୍ଡା,୨।୧୦(ବଟକୃଷ୍ଣ ପଣ୍ଡା) <box>211 1498 369 1511</box>
cyan-dot <box>257 2246 271 2259</box>
nuakhai-photo <box>211 1275 820 1469</box>
puja-dateline: ସିନାପାଲି,୨।୧୦(ମଙ୍ଗଳ ମେହେର) <box>1036 204 1178 216</box>
